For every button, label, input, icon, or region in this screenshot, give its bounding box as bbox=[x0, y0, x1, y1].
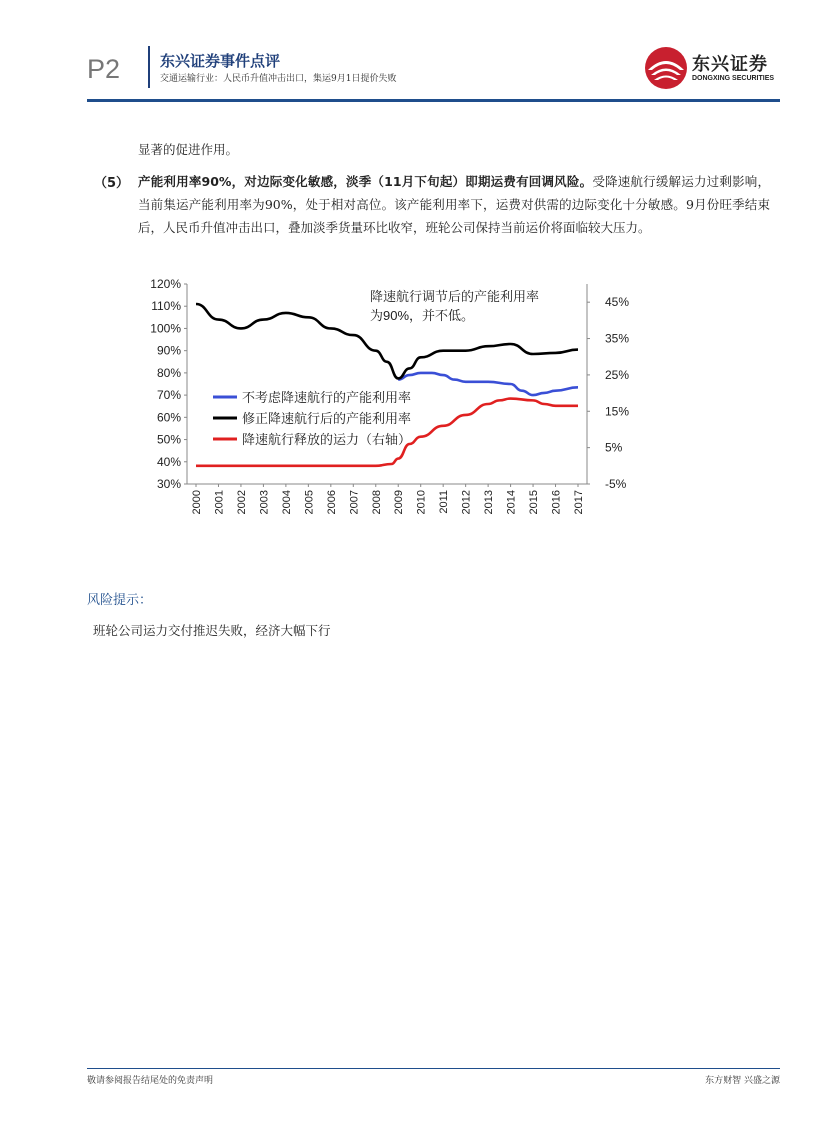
x-tick-label: 2012 bbox=[460, 490, 473, 515]
left-tick-label: 70% bbox=[156, 388, 181, 403]
legend-label-3: 降速航行释放的运力（右轴） bbox=[242, 432, 412, 447]
left-tick-label: 30% bbox=[156, 477, 181, 491]
logo-mark-icon bbox=[644, 46, 688, 90]
chart-annotation-line2: 为90%，并不低。 bbox=[370, 308, 475, 323]
left-tick-label: 50% bbox=[156, 432, 181, 447]
right-axis bbox=[587, 284, 629, 491]
right-tick-label: 45% bbox=[605, 295, 630, 310]
left-tick-label: 90% bbox=[156, 343, 181, 358]
x-tick-label: 2015 bbox=[528, 490, 541, 515]
x-tick-label: 2003 bbox=[258, 490, 271, 515]
footer-slogan: 东方财智 兴盛之源 bbox=[705, 1076, 780, 1086]
paragraph-lead-bold: 产能利用率90%，对边际变化敏感，淡季（11月下旬起）即期运费有回调风险。 bbox=[138, 174, 593, 189]
legend-label-1: 不考虑降速航行的产能利用率 bbox=[242, 390, 412, 405]
left-tick-label: 60% bbox=[156, 410, 181, 425]
header-divider bbox=[148, 46, 150, 88]
right-tick-label: -5% bbox=[605, 477, 627, 491]
risk-text: 班轮公司运力交付推迟失败，经济大幅下行 bbox=[93, 623, 331, 638]
right-tick-label: 5% bbox=[605, 440, 623, 455]
left-tick-label: 80% bbox=[156, 365, 181, 380]
left-tick-label: 110% bbox=[151, 299, 181, 314]
item-number: （5） bbox=[94, 176, 130, 191]
footer-disclaimer: 敬请参阅报告结尾处的免责声明 bbox=[87, 1076, 214, 1086]
x-tick-label: 2008 bbox=[370, 490, 383, 515]
left-tick-label: 40% bbox=[156, 454, 181, 469]
x-tick-label: 2016 bbox=[550, 490, 563, 515]
right-tick-label: 35% bbox=[605, 331, 630, 346]
x-tick-label: 2013 bbox=[483, 490, 496, 515]
series-line-1 bbox=[398, 373, 578, 395]
capacity-utilization-chart bbox=[140, 270, 640, 540]
x-tick-label: 2009 bbox=[393, 490, 406, 515]
right-tick-label: 25% bbox=[605, 367, 630, 382]
footer-rule bbox=[87, 1068, 780, 1069]
left-axis bbox=[150, 277, 187, 491]
logo-text-en: DONGXING SECURITIES bbox=[692, 75, 775, 82]
x-tick-label: 2011 bbox=[438, 490, 451, 514]
x-tick-label: 2010 bbox=[415, 490, 428, 515]
x-tick-label: 2002 bbox=[235, 490, 248, 515]
paragraph-continuation: 显著的促进作用。 bbox=[138, 142, 239, 157]
legend-label-2: 修正降速航行后的产能利用率 bbox=[242, 411, 412, 426]
chart-legend bbox=[213, 390, 411, 447]
x-axis bbox=[187, 484, 587, 514]
left-tick-label: 120% bbox=[150, 277, 181, 291]
chart-annotation-line1: 降速航行调节后的产能利用率 bbox=[370, 289, 540, 304]
logo-text-cn: 东兴证券 bbox=[692, 54, 768, 75]
x-tick-label: 2000 bbox=[191, 490, 203, 515]
x-tick-label: 2014 bbox=[505, 490, 518, 515]
risk-section-title: 风险提示： bbox=[87, 593, 153, 608]
x-tick-label: 2001 bbox=[213, 490, 226, 515]
report-series-title: 东兴证券事件点评 bbox=[160, 52, 281, 70]
page-header bbox=[0, 0, 827, 106]
paragraph-body: 受降速航行缓解运力过剩影响，当前集运产能利用率为90%，处于相对高位。该产能利用率下，运费对供需的边际变化十分敏感。9月份旺季结束后，人民币升值冲击出口，叠加淡季货量环比收窄，班轮公司保持当前运价将面临较大压力。 bbox=[138, 174, 770, 235]
x-tick-label: 2006 bbox=[325, 490, 338, 515]
right-tick-label: 15% bbox=[605, 404, 630, 419]
paragraph-capacity-utilization bbox=[138, 170, 770, 239]
report-subtitle: 交通运输行业：人民币升值冲击出口，集运9月1日提价失败 bbox=[160, 74, 397, 84]
left-tick-label: 100% bbox=[150, 321, 181, 336]
company-logo bbox=[644, 46, 779, 92]
x-tick-label: 2005 bbox=[303, 490, 316, 515]
x-tick-label: 2007 bbox=[348, 490, 361, 515]
header-rule bbox=[87, 99, 780, 102]
page-number: P2 bbox=[87, 54, 121, 84]
x-tick-label: 2004 bbox=[280, 490, 293, 515]
x-tick-label: 2017 bbox=[573, 490, 585, 515]
